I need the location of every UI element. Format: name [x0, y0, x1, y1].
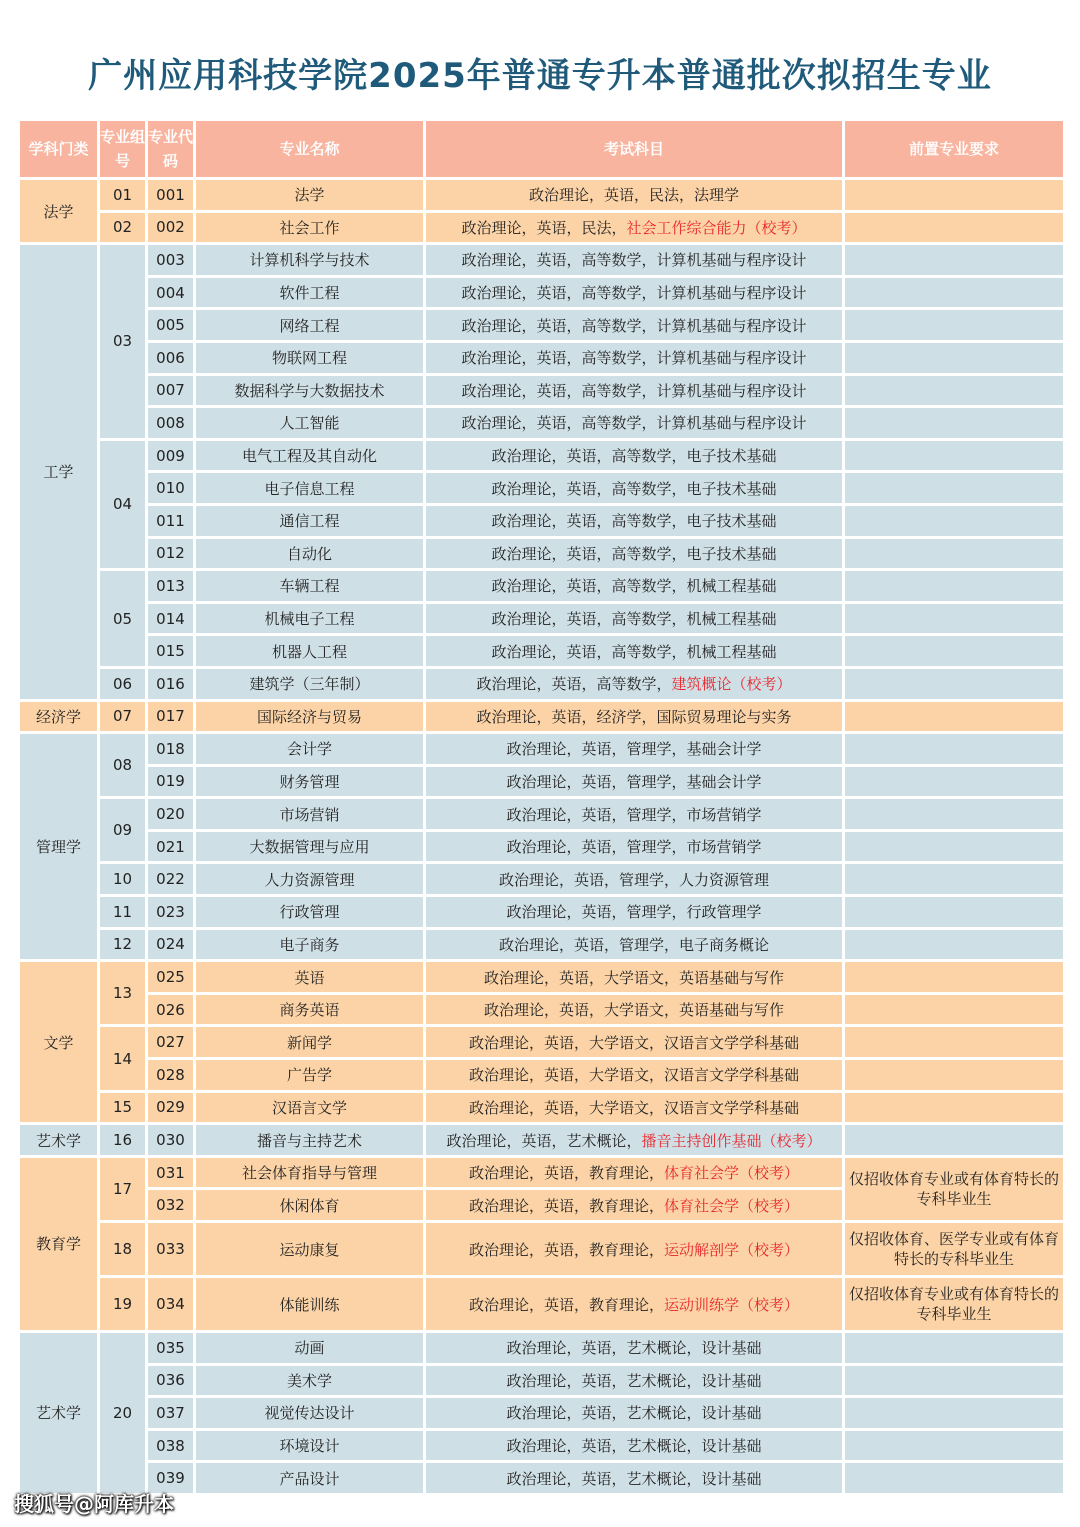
table-row	[20, 506, 1063, 536]
major-code-cell: 034	[148, 1278, 193, 1330]
table-row	[20, 604, 1063, 634]
table-row	[20, 962, 1063, 992]
school-exam-subject: 建筑概论（校考）	[671, 675, 792, 694]
exam-subjects-text: 政治理论，英语，管理学，市场营销学	[506, 838, 762, 857]
exam-subjects-text: 政治理论，英语，艺术概论，设计基础	[506, 1437, 762, 1456]
major-code-cell: 038	[148, 1431, 193, 1461]
major-code-cell: 004	[148, 278, 193, 308]
exam-subjects-text: 政治理论，英语，高等数学，电子技术基础	[491, 447, 777, 466]
exam-subjects-cell	[426, 473, 842, 503]
table-body	[20, 180, 1063, 1493]
major-code-cell: 016	[148, 669, 193, 699]
requirement-cell	[845, 278, 1063, 308]
table-row	[20, 734, 1063, 764]
exam-subjects-cell	[426, 1060, 842, 1090]
exam-subjects-cell	[426, 441, 842, 471]
group-number-cell: 07	[100, 702, 145, 732]
major-code-cell: 018	[148, 734, 193, 764]
major-code-cell: 022	[148, 864, 193, 894]
major-name-cell: 大数据管理与应用	[196, 832, 423, 862]
major-code-cell: 008	[148, 408, 193, 438]
exam-subjects-text: 政治理论，英语，教育理论，	[468, 1196, 664, 1215]
major-name-cell: 自动化	[196, 539, 423, 569]
header-group: 专业组号	[100, 121, 145, 177]
major-name-cell: 美术学	[196, 1366, 423, 1396]
requirement-cell	[845, 1125, 1063, 1155]
school-exam-subject: 体育社会学（校考）	[664, 1164, 800, 1183]
category-cell: 工学	[20, 245, 97, 698]
category-cell: 艺术学	[20, 1125, 97, 1155]
exam-subjects-text: 政治理论，英语，经济学，国际贸易理论与实务	[476, 707, 792, 726]
major-code-cell: 017	[148, 702, 193, 732]
exam-subjects-cell	[426, 734, 842, 764]
requirement-cell	[845, 930, 1063, 960]
exam-subjects-text: 政治理论，英语，管理学，基础会计学	[506, 740, 762, 759]
major-code-cell: 039	[148, 1463, 193, 1493]
major-name-cell: 电气工程及其自动化	[196, 441, 423, 471]
exam-subjects-text: 政治理论，英语，大学语文，英语基础与写作	[483, 1001, 784, 1020]
major-code-cell: 025	[148, 962, 193, 992]
table-row	[20, 343, 1063, 373]
major-name-cell: 播音与主持艺术	[196, 1125, 423, 1155]
major-name-cell: 电子商务	[196, 930, 423, 960]
major-code-cell: 014	[148, 604, 193, 634]
major-code-cell: 033	[148, 1223, 193, 1275]
table-row	[20, 278, 1063, 308]
table-row	[20, 799, 1063, 829]
requirement-cell	[845, 1366, 1063, 1396]
exam-subjects-text: 政治理论，英语，高等数学，计算机基础与程序设计	[461, 349, 807, 368]
exam-subjects-cell	[426, 1431, 842, 1461]
major-code-cell: 023	[148, 897, 193, 927]
table-row	[20, 473, 1063, 503]
major-name-cell: 产品设计	[196, 1463, 423, 1493]
header-category: 学科门类	[20, 121, 97, 177]
table-row	[20, 376, 1063, 406]
table-row	[20, 245, 1063, 275]
exam-subjects-text: 政治理论，英语，艺术概论，设计基础	[506, 1371, 762, 1390]
group-number-cell: 16	[100, 1125, 145, 1155]
major-code-cell: 019	[148, 767, 193, 797]
major-code-cell: 009	[148, 441, 193, 471]
major-name-cell: 汉语言文学	[196, 1093, 423, 1123]
watermark: 搜狐号@阿库升本	[14, 1492, 174, 1516]
major-name-cell: 视觉传达设计	[196, 1398, 423, 1428]
exam-subjects-text: 政治理论，英语，高等数学，电子技术基础	[491, 479, 777, 498]
major-code-cell: 010	[148, 473, 193, 503]
exam-subjects-text: 政治理论，英语，大学语文，汉语言文学学科基础	[468, 1098, 799, 1117]
exam-subjects-text: 政治理论，英语，艺术概论，设计基础	[506, 1469, 762, 1488]
major-code-cell: 024	[148, 930, 193, 960]
table-row	[20, 864, 1063, 894]
requirement-cell	[845, 897, 1063, 927]
exam-subjects-cell	[426, 1093, 842, 1123]
major-name-cell: 电子信息工程	[196, 473, 423, 503]
table-row	[20, 1158, 1063, 1188]
exam-subjects-cell	[426, 310, 842, 340]
exam-subjects-cell	[426, 1190, 842, 1220]
major-name-cell: 车辆工程	[196, 571, 423, 601]
table-row	[20, 539, 1063, 569]
exam-subjects-text: 政治理论，英语，大学语文，汉语言文学学科基础	[468, 1033, 799, 1052]
exam-subjects-text: 政治理论，英语，高等数学，计算机基础与程序设计	[461, 316, 807, 335]
major-name-cell: 行政管理	[196, 897, 423, 927]
category-cell: 教育学	[20, 1158, 97, 1330]
major-code-cell: 032	[148, 1190, 193, 1220]
requirement-cell	[845, 1027, 1063, 1057]
exam-subjects-cell	[426, 962, 842, 992]
major-code-cell: 037	[148, 1398, 193, 1428]
major-code-cell: 002	[148, 213, 193, 243]
major-name-cell: 英语	[196, 962, 423, 992]
requirement-cell	[845, 408, 1063, 438]
group-number-cell: 13	[100, 962, 145, 1024]
exam-subjects-text: 政治理论，英语，民法，	[461, 218, 627, 237]
major-name-cell: 物联网工程	[196, 343, 423, 373]
school-exam-subject: 社会工作综合能力（校考）	[626, 218, 807, 237]
category-cell: 经济学	[20, 702, 97, 732]
group-number-cell: 01	[100, 180, 145, 210]
table-row	[20, 1027, 1063, 1057]
category-cell: 文学	[20, 962, 97, 1122]
exam-subjects-cell	[426, 245, 842, 275]
header-major-name: 专业名称	[196, 121, 423, 177]
group-number-cell: 15	[100, 1093, 145, 1123]
requirement-cell	[845, 245, 1063, 275]
requirement-cell	[845, 669, 1063, 699]
major-code-cell: 031	[148, 1158, 193, 1188]
exam-subjects-text: 政治理论，英语，高等数学，电子技术基础	[491, 544, 777, 563]
major-code-cell: 007	[148, 376, 193, 406]
majors-table	[17, 118, 1066, 1496]
exam-subjects-cell	[426, 1027, 842, 1057]
table-row	[20, 1278, 1063, 1330]
table-row	[20, 408, 1063, 438]
table-row	[20, 213, 1063, 243]
category-cell: 艺术学	[20, 1333, 97, 1493]
exam-subjects-text: 政治理论，英语，大学语文，英语基础与写作	[483, 968, 784, 987]
table-row	[20, 180, 1063, 210]
major-name-cell: 运动康复	[196, 1223, 423, 1275]
major-code-cell: 005	[148, 310, 193, 340]
exam-subjects-text: 政治理论，英语，大学语文，汉语言文学学科基础	[468, 1066, 799, 1085]
exam-subjects-text: 政治理论，英语，高等数学，机械工程基础	[491, 642, 777, 661]
table-row	[20, 636, 1063, 666]
major-name-cell: 通信工程	[196, 506, 423, 536]
exam-subjects-text: 政治理论，英语，高等数学，计算机基础与程序设计	[461, 381, 807, 400]
major-name-cell: 机器人工程	[196, 636, 423, 666]
category-cell: 法学	[20, 180, 97, 242]
requirement-cell	[845, 962, 1063, 992]
exam-subjects-cell	[426, 1158, 842, 1188]
exam-subjects-text: 政治理论，英语，艺术概论，设计基础	[506, 1404, 762, 1423]
table-row	[20, 1060, 1063, 1090]
major-name-cell: 人力资源管理	[196, 864, 423, 894]
requirement-cell	[845, 832, 1063, 862]
exam-subjects-text: 政治理论，英语，管理学，人力资源管理	[498, 870, 769, 889]
table-row	[20, 1093, 1063, 1123]
major-code-cell: 011	[148, 506, 193, 536]
group-number-cell: 18	[100, 1223, 145, 1275]
requirement-cell	[845, 180, 1063, 210]
major-code-cell: 013	[148, 571, 193, 601]
major-name-cell: 建筑学（三年制）	[196, 669, 423, 699]
group-number-cell: 05	[100, 571, 145, 666]
school-exam-subject: 播音主持创作基础（校考）	[641, 1131, 822, 1150]
requirement-cell	[845, 604, 1063, 634]
exam-subjects-text: 政治理论，英语，高等数学，机械工程基础	[491, 577, 777, 596]
table-row	[20, 702, 1063, 732]
requirement-cell	[845, 441, 1063, 471]
requirement-cell	[845, 767, 1063, 797]
exam-subjects-text: 政治理论，英语，高等数学，计算机基础与程序设计	[461, 284, 807, 303]
requirement-cell: 仅招收体育专业或有体育特长的专科毕业生	[845, 1278, 1063, 1330]
school-exam-subject: 体育社会学（校考）	[664, 1196, 800, 1215]
requirement-cell	[845, 864, 1063, 894]
major-code-cell: 021	[148, 832, 193, 862]
exam-subjects-cell	[426, 995, 842, 1025]
school-exam-subject: 运动解剖学（校考）	[664, 1240, 800, 1259]
requirement-cell: 仅招收体育、医学专业或有体育特长的专科毕业生	[845, 1223, 1063, 1275]
exam-subjects-cell	[426, 1223, 842, 1275]
requirement-cell	[845, 995, 1063, 1025]
exam-subjects-cell	[426, 408, 842, 438]
group-number-cell: 04	[100, 441, 145, 568]
exam-subjects-cell	[426, 213, 842, 243]
exam-subjects-text: 政治理论，英语，管理学，电子商务概论	[498, 935, 769, 954]
major-name-cell: 市场营销	[196, 799, 423, 829]
exam-subjects-cell	[426, 636, 842, 666]
exam-subjects-text: 政治理论，英语，高等数学，机械工程基础	[491, 610, 777, 629]
group-number-cell: 19	[100, 1278, 145, 1330]
major-code-cell: 012	[148, 539, 193, 569]
group-number-cell: 06	[100, 669, 145, 699]
exam-subjects-text: 政治理论，英语，管理学，行政管理学	[506, 903, 762, 922]
major-code-cell: 030	[148, 1125, 193, 1155]
major-name-cell: 社会体育指导与管理	[196, 1158, 423, 1188]
major-code-cell: 006	[148, 343, 193, 373]
major-code-cell: 027	[148, 1027, 193, 1057]
exam-subjects-cell	[426, 180, 842, 210]
table-row	[20, 897, 1063, 927]
group-number-cell: 11	[100, 897, 145, 927]
requirement-cell	[845, 376, 1063, 406]
group-number-cell: 09	[100, 799, 145, 861]
exam-subjects-cell	[426, 930, 842, 960]
category-cell: 管理学	[20, 734, 97, 959]
major-code-cell: 028	[148, 1060, 193, 1090]
major-code-cell: 015	[148, 636, 193, 666]
requirement-cell	[845, 310, 1063, 340]
table-row	[20, 310, 1063, 340]
header-exam-subjects: 考试科目	[426, 121, 842, 177]
requirement-cell	[845, 213, 1063, 243]
major-code-cell: 020	[148, 799, 193, 829]
table-row	[20, 441, 1063, 471]
requirement-cell	[845, 473, 1063, 503]
table-row	[20, 669, 1063, 699]
requirement-cell	[845, 506, 1063, 536]
major-code-cell: 026	[148, 995, 193, 1025]
exam-subjects-cell	[426, 278, 842, 308]
table-row	[20, 1431, 1063, 1461]
group-number-cell: 10	[100, 864, 145, 894]
group-number-cell: 14	[100, 1027, 145, 1089]
requirement-cell	[845, 702, 1063, 732]
exam-subjects-text: 政治理论，英语，艺术概论，设计基础	[506, 1339, 762, 1358]
exam-subjects-cell	[426, 799, 842, 829]
table-row	[20, 1333, 1063, 1363]
exam-subjects-text: 政治理论，英语，教育理论，	[468, 1295, 664, 1314]
group-number-cell: 03	[100, 245, 145, 438]
exam-subjects-text: 政治理论，英语，教育理论，	[468, 1164, 664, 1183]
group-number-cell: 02	[100, 213, 145, 243]
exam-subjects-cell	[426, 376, 842, 406]
exam-subjects-cell	[426, 1463, 842, 1493]
table-row	[20, 1366, 1063, 1396]
exam-subjects-text: 政治理论，英语，管理学，基础会计学	[506, 772, 762, 791]
table-row	[20, 832, 1063, 862]
major-name-cell: 国际经济与贸易	[196, 702, 423, 732]
major-name-cell: 软件工程	[196, 278, 423, 308]
requirement-cell	[845, 636, 1063, 666]
major-code-cell: 029	[148, 1093, 193, 1123]
requirement-cell	[845, 1093, 1063, 1123]
requirement-cell	[845, 1060, 1063, 1090]
exam-subjects-cell	[426, 864, 842, 894]
exam-subjects-cell	[426, 1366, 842, 1396]
requirement-cell	[845, 1398, 1063, 1428]
major-name-cell: 财务管理	[196, 767, 423, 797]
table-row	[20, 1125, 1063, 1155]
major-name-cell: 体能训练	[196, 1278, 423, 1330]
table-row	[20, 930, 1063, 960]
table-row	[20, 1398, 1063, 1428]
exam-subjects-cell	[426, 669, 842, 699]
group-number-cell: 12	[100, 930, 145, 960]
exam-subjects-cell	[426, 343, 842, 373]
requirement-cell	[845, 343, 1063, 373]
major-name-cell: 法学	[196, 180, 423, 210]
exam-subjects-cell	[426, 506, 842, 536]
school-exam-subject: 运动训练学（校考）	[664, 1295, 800, 1314]
table-header-row	[20, 121, 1063, 177]
requirement-cell	[845, 539, 1063, 569]
major-name-cell: 环境设计	[196, 1431, 423, 1461]
exam-subjects-cell	[426, 1333, 842, 1363]
table-row	[20, 1223, 1063, 1275]
exam-subjects-cell	[426, 571, 842, 601]
table-row	[20, 767, 1063, 797]
exam-subjects-text: 政治理论，英语，高等数学，计算机基础与程序设计	[461, 414, 807, 433]
major-code-cell: 003	[148, 245, 193, 275]
major-code-cell: 036	[148, 1366, 193, 1396]
major-name-cell: 动画	[196, 1333, 423, 1363]
exam-subjects-cell	[426, 767, 842, 797]
requirement-cell: 仅招收体育专业或有体育特长的专科毕业生	[845, 1158, 1063, 1220]
exam-subjects-cell	[426, 1398, 842, 1428]
major-name-cell: 社会工作	[196, 213, 423, 243]
table-row	[20, 1463, 1063, 1493]
major-name-cell: 人工智能	[196, 408, 423, 438]
major-name-cell: 机械电子工程	[196, 604, 423, 634]
exam-subjects-text: 政治理论，英语，高等数学，计算机基础与程序设计	[461, 251, 807, 270]
major-name-cell: 新闻学	[196, 1027, 423, 1057]
exam-subjects-text: 政治理论，英语，高等数学，电子技术基础	[491, 512, 777, 531]
major-name-cell: 数据科学与大数据技术	[196, 376, 423, 406]
exam-subjects-cell	[426, 604, 842, 634]
major-name-cell: 网络工程	[196, 310, 423, 340]
exam-subjects-cell	[426, 1125, 842, 1155]
requirement-cell	[845, 1463, 1063, 1493]
exam-subjects-cell	[426, 702, 842, 732]
exam-subjects-cell	[426, 539, 842, 569]
exam-subjects-text: 政治理论，英语，民法，法理学	[528, 186, 739, 205]
major-code-cell: 001	[148, 180, 193, 210]
major-name-cell: 计算机科学与技术	[196, 245, 423, 275]
exam-subjects-cell	[426, 832, 842, 862]
exam-subjects-cell	[426, 897, 842, 927]
exam-subjects-text: 政治理论，英语，教育理论，	[468, 1240, 664, 1259]
group-number-cell: 20	[100, 1333, 145, 1493]
major-name-cell: 商务英语	[196, 995, 423, 1025]
requirement-cell	[845, 734, 1063, 764]
major-name-cell: 广告学	[196, 1060, 423, 1090]
requirement-cell	[845, 571, 1063, 601]
requirement-cell	[845, 1431, 1063, 1461]
major-name-cell: 休闲体育	[196, 1190, 423, 1220]
header-code: 专业代码	[148, 121, 193, 177]
exam-subjects-text: 政治理论，英语，高等数学，	[476, 675, 672, 694]
group-number-cell: 17	[100, 1158, 145, 1220]
exam-subjects-text: 政治理论，英语，艺术概论，	[446, 1131, 642, 1150]
major-name-cell: 会计学	[196, 734, 423, 764]
table-row	[20, 571, 1063, 601]
page-title: 广州应用科技学院2025年普通专升本普通批次拟招生专业	[88, 56, 992, 96]
exam-subjects-text: 政治理论，英语，管理学，市场营销学	[506, 805, 762, 824]
table-row	[20, 995, 1063, 1025]
header-requirement: 前置专业要求	[845, 121, 1063, 177]
group-number-cell: 08	[100, 734, 145, 796]
major-code-cell: 035	[148, 1333, 193, 1363]
requirement-cell	[845, 1333, 1063, 1363]
exam-subjects-cell	[426, 1278, 842, 1330]
requirement-cell	[845, 799, 1063, 829]
